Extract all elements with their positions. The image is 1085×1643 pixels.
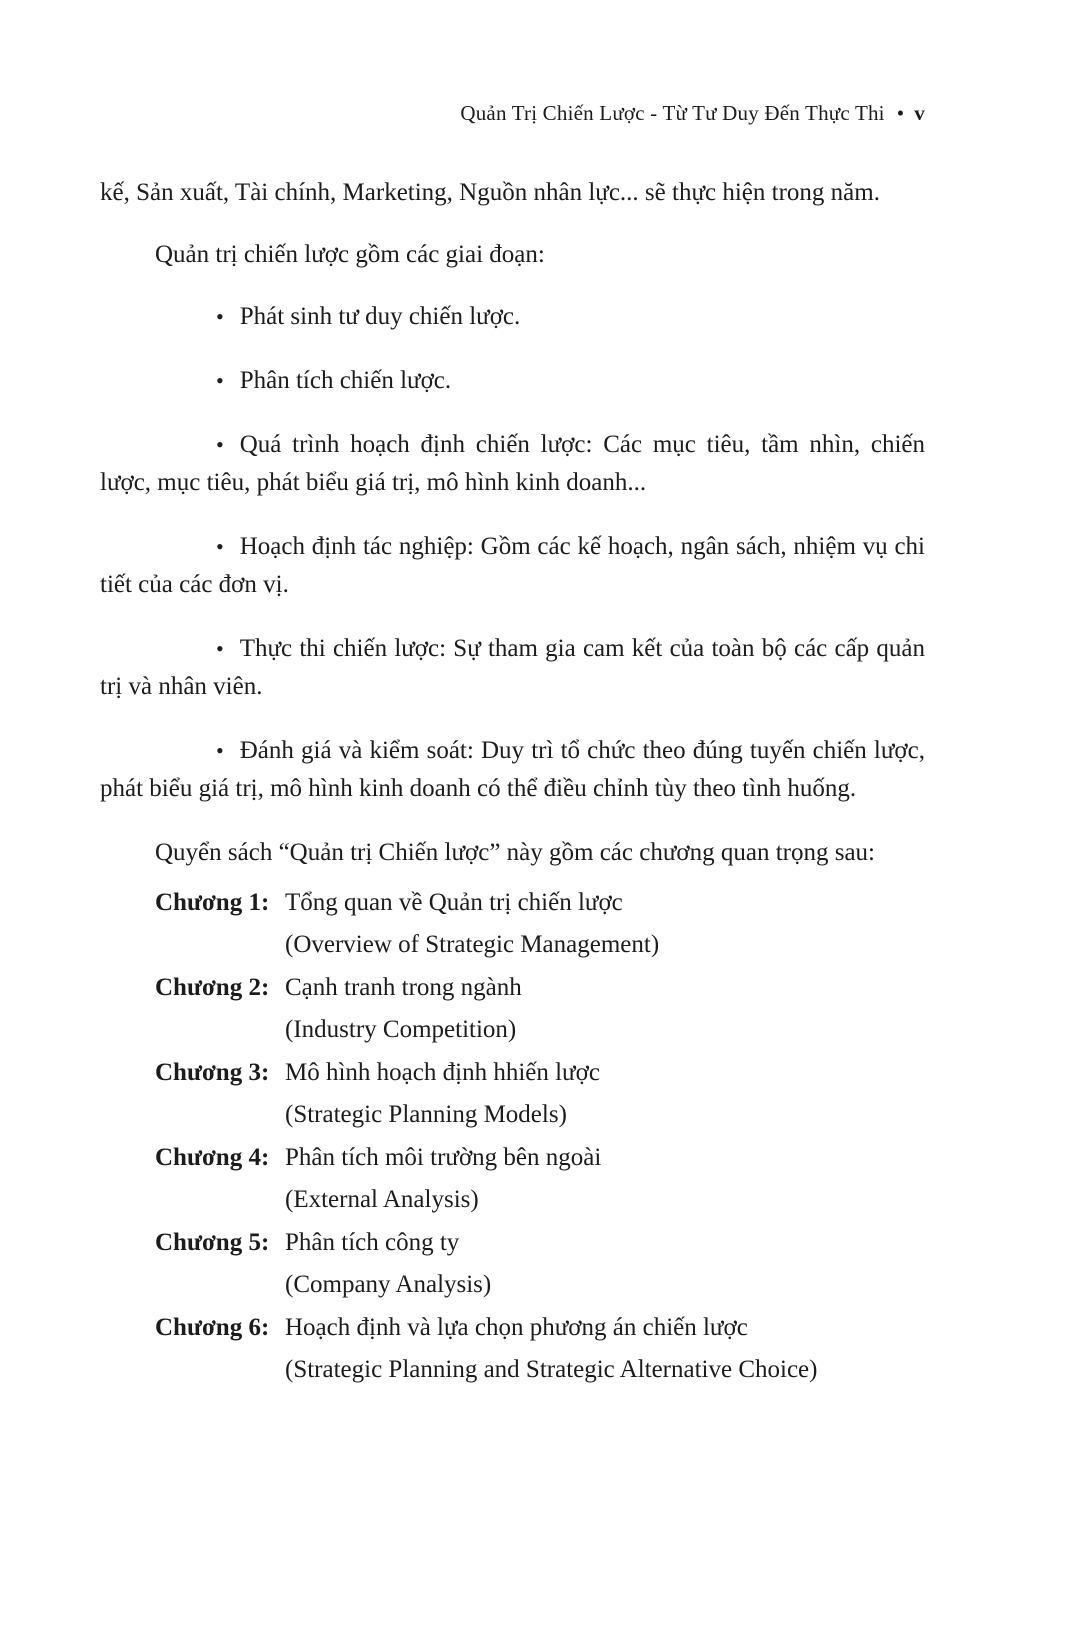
chapter-row <box>155 882 925 966</box>
chapter-row <box>155 1137 925 1221</box>
chapter-subtitle: (External Analysis) <box>285 1186 479 1213</box>
chapter-label: Chương 5: <box>155 1229 270 1256</box>
chapter-title: Hoạch định và lựa chọn phương án chiến lược <box>285 1314 748 1341</box>
chapter-row <box>155 1222 925 1306</box>
chapter-content <box>285 1307 925 1391</box>
chapter-content <box>285 882 925 966</box>
paragraph-book-intro: Quyển sách “Quản trị Chiến lược” này gồm các chương quan trọng sau: <box>155 839 875 866</box>
chapter-content <box>285 1137 925 1221</box>
chapter-list <box>100 882 925 1391</box>
bullet-icon: • <box>216 368 224 393</box>
bullet-icon: • <box>216 432 224 457</box>
chapter-subtitle: (Strategic Planning and Strategic Alternative Choice) <box>285 1356 818 1383</box>
bullet-item <box>100 362 925 400</box>
chapter-title: Mô hình hoạch định hhiến lược <box>285 1059 600 1086</box>
chapter-label: Chương 6: <box>155 1314 270 1341</box>
chapter-subtitle: (Industry Competition) <box>285 1016 517 1043</box>
bullet-icon: • <box>216 636 224 661</box>
bullet-item <box>100 732 925 808</box>
paragraph-stages-intro: Quản trị chiến lược gồm các giai đoạn: <box>155 241 545 268</box>
chapter-row <box>155 1307 925 1391</box>
chapter-title: Phân tích môi trường bên ngoài <box>285 1144 602 1171</box>
bullet-icon: • <box>216 304 224 329</box>
bullet-item <box>100 426 925 502</box>
chapter-title: Cạnh tranh trong ngành <box>285 974 522 1001</box>
chapter-subtitle: (Company Analysis) <box>285 1271 492 1298</box>
bullet-text: Quá trình hoạch định chiến lược: Các mục tiêu, tầm nhìn, chiến lược, mục tiêu, phát biểu giá trị, mô hình kinh doanh... <box>100 431 925 496</box>
chapter-title: Tổng quan về Quản trị chiến lược <box>285 889 623 916</box>
chapter-subtitle: (Strategic Planning Models) <box>285 1101 567 1128</box>
chapter-row <box>155 967 925 1051</box>
chapter-content <box>285 1052 925 1136</box>
bullet-text: Đánh giá và kiểm soát: Duy trì tổ chức theo đúng tuyến chiến lược, phát biểu giá trị, mô hình kinh doanh có thể điều chỉnh tùy theo tình huống. <box>100 737 925 802</box>
running-header-title: Quản Trị Chiến Lược - Từ Tư Duy Đến Thực Thi <box>460 101 885 125</box>
header-separator-icon: • <box>896 101 905 125</box>
page-number: v <box>914 101 925 125</box>
chapter-label: Chương 4: <box>155 1144 270 1171</box>
chapter-row <box>155 1052 925 1136</box>
bullet-item <box>100 630 925 706</box>
bullet-item <box>100 298 925 336</box>
bullet-text: Phân tích chiến lược. <box>239 367 452 394</box>
chapter-content <box>285 967 925 1051</box>
chapter-label: Chương 2: <box>155 974 270 1001</box>
bullet-text: Thực thi chiến lược: Sự tham gia cam kết của toàn bộ các cấp quản trị và nhân viên. <box>100 635 925 700</box>
bullet-icon: • <box>216 534 224 559</box>
chapter-subtitle: (Overview of Strategic Management) <box>285 931 660 958</box>
running-header <box>100 100 925 126</box>
chapter-label: Chương 1: <box>155 889 270 916</box>
bullet-text: Phát sinh tư duy chiến lược. <box>239 303 521 330</box>
bullet-item <box>100 528 925 604</box>
paragraph-intro: kế, Sản xuất, Tài chính, Marketing, Nguồn nhân lực... sẽ thực hiện trong năm. <box>100 179 880 206</box>
chapter-label: Chương 3: <box>155 1059 270 1086</box>
bullet-text: Hoạch định tác nghiệp: Gồm các kế hoạch, ngân sách, nhiệm vụ chi tiết của các đơn vị. <box>100 533 925 598</box>
bullet-icon: • <box>216 738 224 763</box>
chapter-content <box>285 1222 925 1306</box>
chapter-title: Phân tích công ty <box>285 1229 460 1256</box>
